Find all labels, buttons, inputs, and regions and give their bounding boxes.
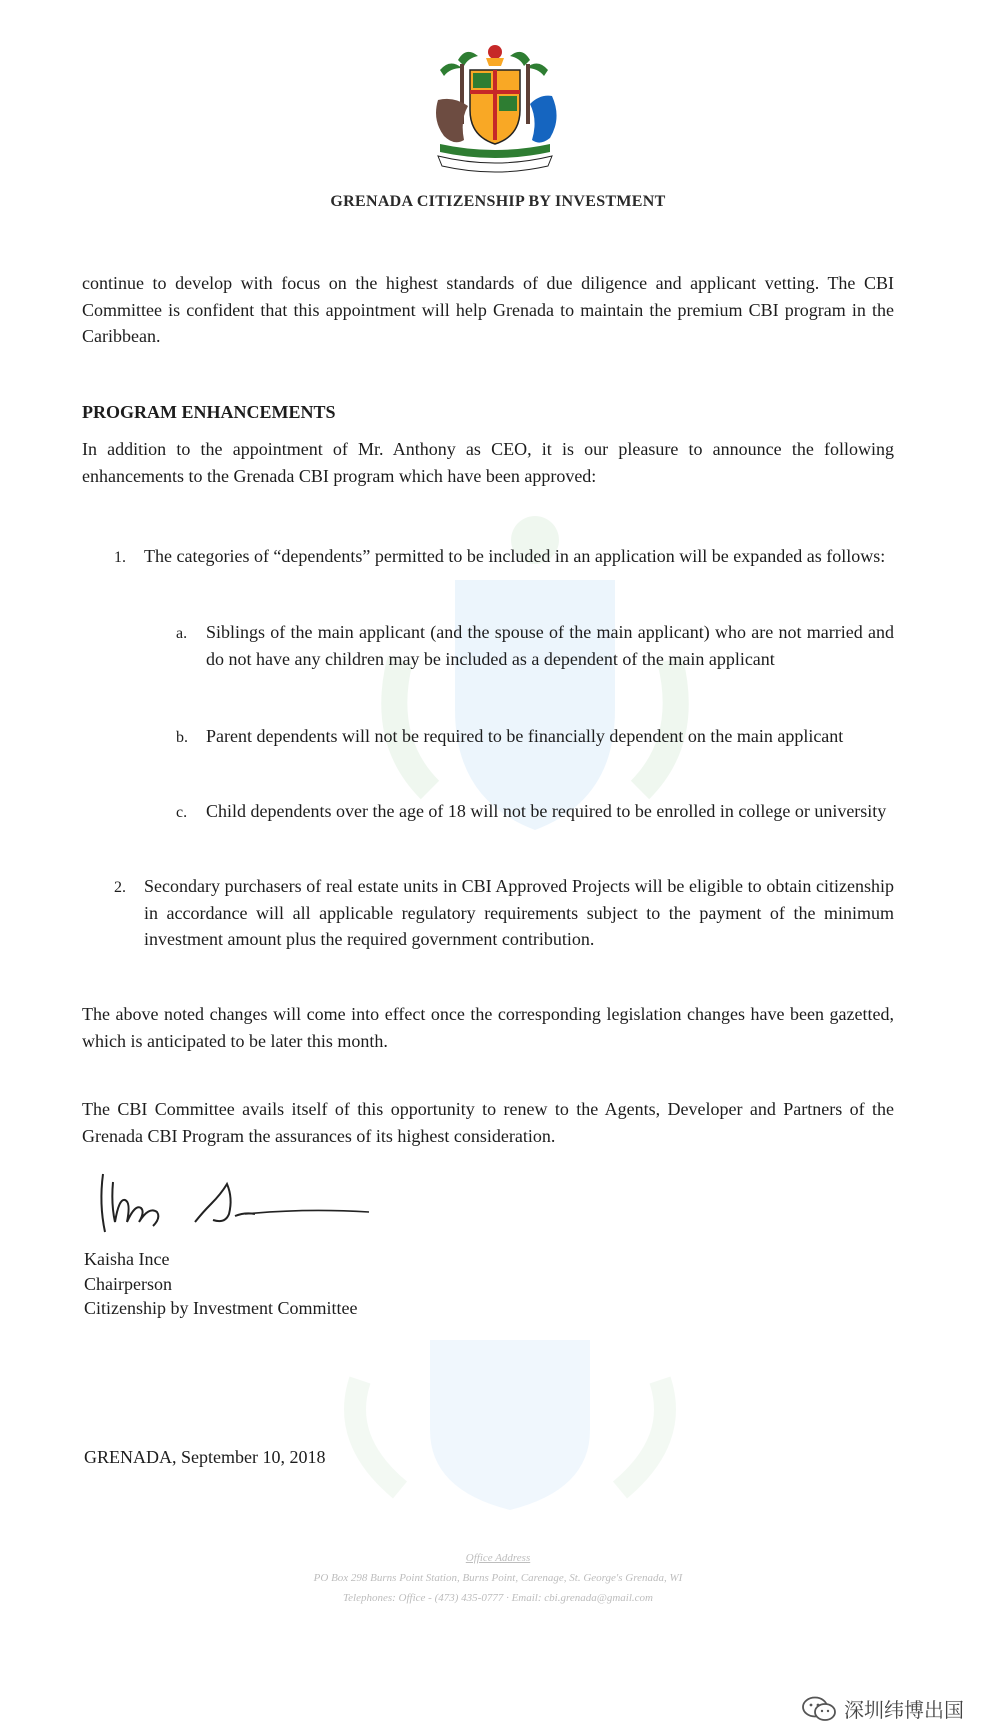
sublist-item: Parent dependents will not be required to be financially dependent on the main applicant xyxy=(206,726,844,746)
list-item: Secondary purchasers of real estate units in CBI Approved Projects will be eligible to obtain citizenship in accordance will all applicable regulatory requirements subject to the payment of the minimum investment amount plus the required government contribution. xyxy=(144,876,894,949)
signature-block xyxy=(84,1247,357,1321)
effect-paragraph: The above noted changes will come into effect once the corresponding legislation changes have been gazetted, which is anticipated to be later this month. xyxy=(82,1004,894,1051)
watermark-text: 深圳纬博出国 xyxy=(844,1698,964,1722)
organization-title: GRENADA CITIZENSHIP BY INVESTMENT xyxy=(330,193,666,210)
signer-title: Chairperson xyxy=(84,1273,172,1294)
signer-committee: Citizenship by Investment Committee xyxy=(84,1298,358,1318)
sublist-item: Siblings of the main applicant (and the spouse of the main applicant) who are not married and do not have any children may be included as a dependent of the main applicant xyxy=(206,622,894,669)
closing-paragraph: The CBI Committee avails itself of this opportunity to renew to the Agents, Developer and Partners of the Grenada CBI Program the assurances of its highest consideration. xyxy=(82,1099,894,1146)
footer-address: PO Box 298 Burns Point Station, Burns Point, Carenage, St. George's Grenada, WI xyxy=(313,1572,683,1584)
list-item-number: 2. xyxy=(114,879,126,896)
watermark-badge xyxy=(802,1694,964,1723)
list-item-number: 1. xyxy=(114,549,126,566)
intro-paragraph: continue to develop with focus on the highest standards of due diligence and applicant vetting. The CBI Committee is confident that this appointment will help Grenada to maintain the premium CBI program in the Caribbean. xyxy=(82,273,894,346)
date-line: GRENADA, September 10, 2018 xyxy=(84,1447,326,1467)
list-item: The categories of “dependents” permitted to be included in an application will be expanded as follows: xyxy=(144,546,886,566)
watermark-crest-icon xyxy=(320,1320,700,1520)
sublist-item: Child dependents over the age of 18 will not be required to be enrolled in college or university xyxy=(206,801,887,821)
sublist-item-letter: c. xyxy=(176,804,188,821)
footer-title: Office Address xyxy=(465,1552,531,1564)
signer-name: Kaisha Ince xyxy=(84,1249,170,1269)
footer-contact: Telephones: Office - (473) 435-0777 · Email: cbi.grenada@gmail.com xyxy=(343,1592,653,1604)
section-intro: In addition to the appointment of Mr. Anthony as CEO, it is our pleasure to announce the following enhancements to the Grenada CBI program which have been approved: xyxy=(82,439,894,486)
sublist-item-letter: b. xyxy=(176,729,188,746)
handwritten-signature xyxy=(95,1168,375,1238)
grenada-coat-of-arms-icon xyxy=(420,40,570,180)
wechat-icon xyxy=(802,1696,836,1722)
sublist-item-letter: a. xyxy=(176,625,188,642)
section-heading: PROGRAM ENHANCEMENTS xyxy=(82,402,336,422)
